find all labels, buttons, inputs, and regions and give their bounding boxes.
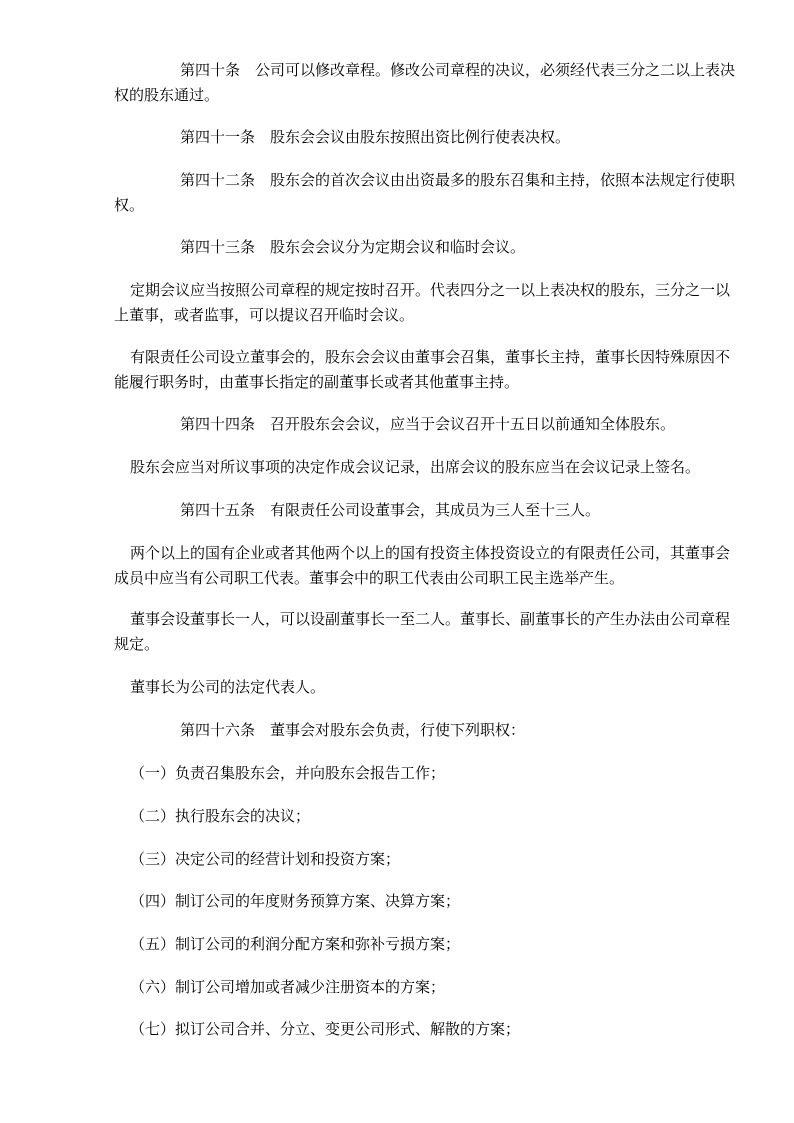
list-item-5	[130, 932, 742, 957]
article-number: 第四十一条	[180, 128, 256, 146]
article-text: 公司可以修改章程。修改公司章程的决议，必须经代表三分之二以上表决权的股东通过。	[114, 61, 736, 104]
article-number: 第四十三条	[180, 238, 256, 256]
paragraph-text: 股东会应当对所议事项的决定作成会议记录，出席会议的股东应当在会议记录上签名。	[130, 458, 701, 476]
list-item-text: （五）制订公司的利润分配方案和弥补亏损方案；	[130, 935, 461, 953]
paragraph-board-convening	[114, 345, 744, 395]
list-item-text: （三）决定公司的经营计划和投资方案；	[130, 850, 401, 868]
paragraph-text: 两个以上的国有企业或者其他两个以上的国有投资主体投资设立的有限责任公司，其董事会成员中应当有公司职工代表。董事会中的职工代表由公司职工民主选举产生。	[114, 544, 731, 587]
paragraph-text: 董事长为公司的法定代表人。	[130, 678, 326, 696]
article-44	[114, 412, 744, 437]
paragraph-text: 定期会议应当按照公司章程的规定按时召开。代表四分之一以上表决权的股东，三分之一以上董事，或者监事，可以提议召开临时会议。	[114, 281, 731, 324]
article-40	[114, 58, 744, 108]
list-item-6	[130, 975, 742, 1000]
paragraph-regular-meeting	[114, 278, 744, 328]
list-item-text: （六）制订公司增加或者减少注册资本的方案；	[130, 978, 446, 996]
list-item-text: （一）负责召集股东会，并向股东会报告工作；	[130, 764, 446, 782]
paragraph-text: 董事会设董事长一人，可以设副董事长一至二人。董事长、副董事长的产生办法由公司章程规定。	[114, 610, 731, 653]
paragraph-state-owned	[114, 541, 744, 591]
list-item-text: （二）执行股东会的决议；	[130, 807, 311, 825]
article-text: 股东会会议分为定期会议和临时会议。	[270, 238, 526, 256]
article-number: 第四十二条	[180, 171, 256, 189]
article-46	[114, 718, 744, 743]
list-item-1	[130, 761, 742, 786]
list-item-7	[130, 1017, 742, 1042]
article-number: 第四十条	[180, 61, 241, 79]
article-42	[114, 168, 744, 218]
article-number: 第四十六条	[180, 721, 256, 739]
list-item-text: （四）制订公司的年度财务预算方案、决算方案；	[130, 892, 461, 910]
list-item-3	[130, 847, 742, 872]
article-text: 股东会的首次会议由出资最多的股东召集和主持，依照本法规定行使职权。	[114, 171, 736, 214]
article-number: 第四十四条	[180, 415, 256, 433]
article-text: 股东会会议由股东按照出资比例行使表决权。	[270, 128, 571, 146]
paragraph-legal-rep	[114, 675, 744, 700]
article-45	[114, 498, 744, 523]
article-text: 董事会对股东会负责，行使下列职权：	[270, 721, 526, 739]
article-text: 召开股东会会议，应当于会议召开十五日以前通知全体股东。	[270, 415, 676, 433]
paragraph-text: 有限责任公司设立董事会的，股东会会议由董事会召集，董事长主持，董事长因特殊原因不能履行职务时，由董事长指定的副董事长或者其他董事主持。	[114, 348, 731, 391]
article-43	[114, 235, 744, 260]
list-item-text: （七）拟订公司合并、分立、变更公司形式、解散的方案；	[130, 1020, 521, 1038]
article-text: 有限责任公司设董事会，其成员为三人至十三人。	[270, 501, 601, 519]
article-41	[114, 125, 744, 150]
article-number: 第四十五条	[180, 501, 256, 519]
list-item-2	[130, 804, 742, 829]
paragraph-chairman	[114, 607, 744, 657]
paragraph-meeting-record	[114, 455, 754, 480]
list-item-4	[130, 889, 742, 914]
